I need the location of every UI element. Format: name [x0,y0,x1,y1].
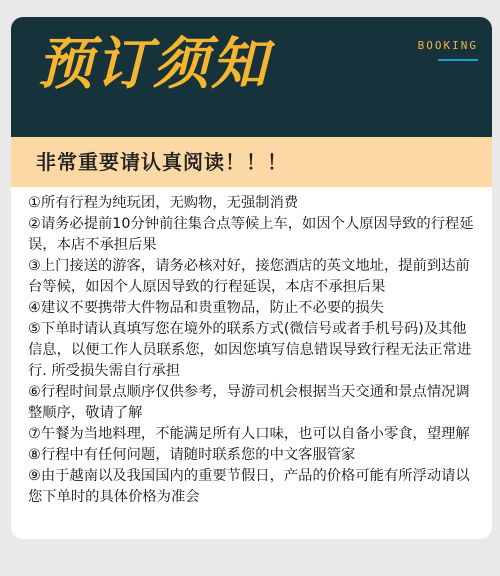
banner-text: 非常重要请认真阅读！！！ [36,150,288,174]
note-item: ②请务必提前10分钟前往集合点等候上车，如因个人原因导致的行程延误，本店不承担后果 [28,216,474,253]
note-item: ③上门接送的游客，请务必核对好，接您酒店的英文地址，提前到达前台等候，如因个人原因导致的行程延误，本店不承担后果 [28,258,470,295]
note-item: ⑧行程中有任何问题，请随时联系您的中文客服管家 [28,447,356,463]
booking-notice-card [11,17,492,539]
notes-list [28,193,480,508]
booking-tag: BOOKING [417,39,478,52]
important-banner [11,137,492,187]
note-item: ④建议不要携带大件物品和贵重物品，防止不必要的损失 [28,300,384,316]
page-title: 预订须知 [37,32,269,97]
note-item: ⑨由于越南以及我国国内的重要节假日，产品的价格可能有所浮动请以您下单时的具体价格为准会 [28,468,470,505]
note-item: ⑥行程时间景点顺序仅供参考，导游司机会根据当天交通和景点情况调整顺序，敬请了解 [28,384,470,421]
header [11,17,492,137]
note-item: ⑦午餐为当地料理，不能满足所有人口味，也可以自备小零食，望理解 [28,426,470,442]
note-item: ①所有行程为纯玩团，无购物，无强制消费 [28,195,299,211]
note-item: ⑤下单时请认真填写您在境外的联系方式(微信号或者手机号码)及其他信息，以便工作人员联系您，如因您填写信息错误导致行程无法正常进行. 所受损失需自行承担 [28,321,472,379]
booking-underline [438,59,478,61]
